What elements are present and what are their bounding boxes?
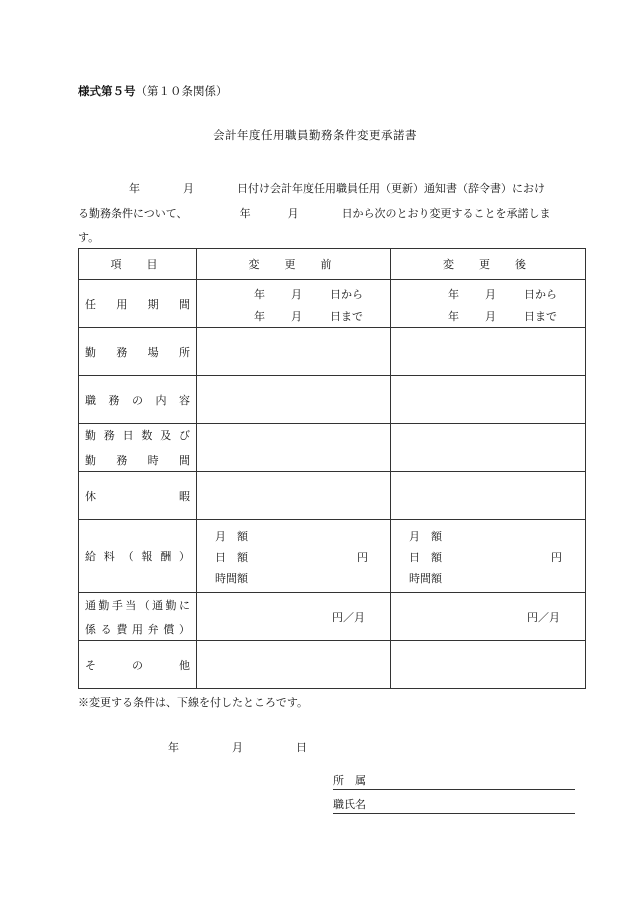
form-relation: （第１０条関係）	[135, 84, 228, 98]
label-salary	[79, 520, 197, 593]
period-after-from-day: 日から	[524, 287, 557, 301]
period-before-from-month: 月	[291, 287, 302, 301]
salary-after-daily: 日 額	[409, 550, 442, 564]
salary-after-monthly: 月 額	[409, 529, 442, 543]
commute-after-unit: 円／月	[527, 610, 560, 624]
conditions-table	[78, 248, 586, 689]
label-duties-text: 職 務 の 内 容	[85, 393, 190, 407]
salary-before-yen: 円	[357, 550, 368, 564]
label-workplace	[79, 328, 197, 376]
date-month: 月	[232, 741, 243, 754]
header-before: 変 更 前	[197, 249, 391, 280]
label-work-days	[79, 424, 197, 472]
date-day: 日	[296, 741, 307, 754]
row-workplace	[79, 328, 586, 376]
row-leave	[79, 472, 586, 520]
label-workplace-text: 勤 務 場 所	[85, 345, 190, 359]
cell-duties-before[interactable]	[197, 376, 391, 424]
cell-period-after[interactable]	[391, 280, 586, 328]
label-salary-text: 給 料 （ 報 酬 ）	[85, 550, 190, 563]
cell-duties-after[interactable]	[391, 376, 586, 424]
row-duties	[79, 376, 586, 424]
cell-work-days-after[interactable]	[391, 424, 586, 472]
row-other	[79, 641, 586, 689]
statement-month-1: 月	[183, 182, 194, 195]
label-other	[79, 641, 197, 689]
document-title: 会計年度任用職員勤務条件変更承諾書	[213, 128, 417, 142]
period-after-from-year: 年	[448, 287, 459, 301]
label-commute-line1: 通 勤 手 当 （ 通 勤 に	[85, 598, 190, 612]
period-before-to-month: 月	[291, 309, 302, 323]
label-work-days-line2: 勤 務 時 間	[85, 454, 190, 467]
header-item: 項 目	[79, 249, 197, 280]
table-header-row	[79, 249, 586, 280]
label-duties	[79, 376, 197, 424]
commute-before-unit: 円／月	[332, 610, 365, 624]
period-before-from-year: 年	[254, 287, 265, 301]
label-leave-text: 休 暇	[85, 489, 190, 503]
statement-line-1	[78, 180, 586, 196]
row-period	[79, 280, 586, 328]
salary-before-monthly: 月 額	[215, 529, 248, 543]
cell-commute-before[interactable]	[197, 593, 391, 641]
label-commute-line2: 係 る 費 用 弁 償 ）	[85, 622, 190, 636]
period-after-to-day: 日まで	[524, 309, 557, 323]
header-after: 変 更 後	[391, 249, 586, 280]
salary-after-hourly: 時間額	[409, 571, 442, 585]
period-after-to-year: 年	[448, 309, 459, 323]
statement-year-2: 年	[239, 207, 251, 220]
cell-work-days-before[interactable]	[197, 424, 391, 472]
date-year: 年	[168, 741, 179, 754]
name-field[interactable]	[333, 796, 575, 814]
cell-salary-after[interactable]	[391, 520, 586, 593]
label-commute	[79, 593, 197, 641]
statement-line-3: す。	[78, 231, 100, 244]
statement-text-2: 日から次のとおり変更することを承諾しま	[341, 207, 551, 220]
label-leave	[79, 472, 197, 520]
form-number	[78, 83, 228, 99]
form-number-label: 様式第５号	[78, 84, 136, 98]
note: ※変更する条件は、下線を付したところです。	[78, 696, 309, 709]
row-commute	[79, 593, 586, 641]
period-after-to-month: 月	[485, 309, 496, 323]
salary-before-daily: 日 額	[215, 550, 248, 564]
cell-leave-after[interactable]	[391, 472, 586, 520]
statement-month-2: 月	[287, 207, 299, 220]
label-other-text: そ の 他	[85, 658, 190, 672]
salary-before-hourly: 時間額	[215, 571, 248, 585]
period-before-from-day: 日から	[330, 287, 363, 301]
label-work-days-line1: 勤 務 日 数 及 び	[85, 429, 190, 442]
statement-year-1: 年	[129, 182, 140, 195]
period-after-from-month: 月	[485, 287, 496, 301]
name-label: 職氏名	[333, 798, 366, 811]
cell-leave-before[interactable]	[197, 472, 391, 520]
cell-workplace-before[interactable]	[197, 328, 391, 376]
affiliation-label: 所 属	[333, 774, 366, 787]
period-before-to-day: 日まで	[330, 309, 363, 323]
cell-workplace-after[interactable]	[391, 328, 586, 376]
cell-other-before[interactable]	[197, 641, 391, 689]
label-period-text: 任 用 期 間	[85, 297, 190, 311]
salary-after-yen: 円	[551, 550, 562, 564]
cell-other-after[interactable]	[391, 641, 586, 689]
cell-salary-before[interactable]	[197, 520, 391, 593]
statement-line-2	[78, 205, 586, 221]
cell-commute-after[interactable]	[391, 593, 586, 641]
cell-period-before[interactable]	[197, 280, 391, 328]
row-salary	[79, 520, 586, 593]
statement-prefix-2: る勤務条件について、	[78, 207, 188, 220]
statement-text-1: 日付け会計年度任用職員任用（更新）通知書（辞令書）におけ	[237, 182, 545, 195]
affiliation-field[interactable]	[333, 772, 575, 790]
date-line	[0, 739, 630, 753]
row-work-days	[79, 424, 586, 472]
label-period	[79, 280, 197, 328]
period-before-to-year: 年	[254, 309, 265, 323]
